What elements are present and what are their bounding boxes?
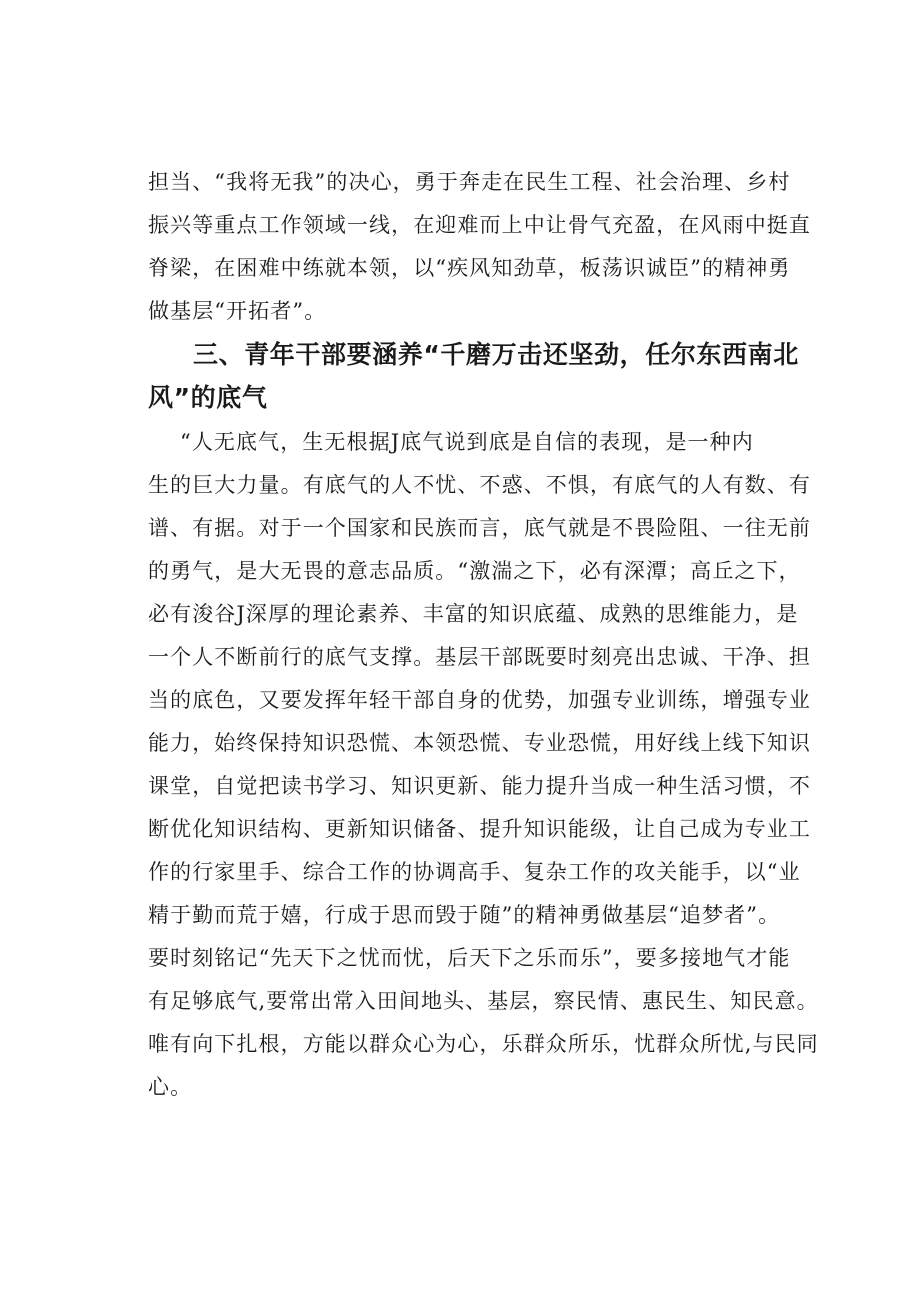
text-line: 唯有向下扎根，方能以群众心为心，乐群众所乐，忧群众所忧,与民同 bbox=[148, 1032, 819, 1056]
text-line: 的勇气，是大无畏的意志品质。“激湍之下，必有深潭；高丘之下， bbox=[148, 559, 801, 583]
text-line: 能力，始终保持知识恐慌、本领恐慌、专业恐慌，用好线上线下知识 bbox=[148, 731, 811, 755]
text-line: 谱、有据。对于一个国家和民族而言，底气就是不畏险阻、一往无前 bbox=[148, 516, 811, 540]
text-line: 担当、“我将无我”的决心，勇于奔走在民生工程、社会治理、乡村 bbox=[148, 170, 791, 194]
heading-line: 三、青年干部要涵养“千磨万击还坚劲，任尔东西南北 bbox=[193, 340, 799, 369]
text-line: 一个人不断前行的底气支撑。基层干部既要时刻亮出忠诚、干净、担 bbox=[148, 645, 811, 669]
text-line: 要时刻铭记“先天下之忧而忧，后天下之乐而乐”，要多接地气才能 bbox=[148, 946, 791, 970]
text-line: 课堂，自觉把读书学习、知识更新、能力提升当成一种生活习惯，不 bbox=[148, 774, 811, 798]
text-line: 精于勤而荒于嬉，行成于思而毁于随”的精神勇做基层“追梦者”。 bbox=[148, 903, 781, 927]
text-line: 必有浚谷J深厚的理论素养、丰富的知识底蕴、成熟的思维能力，是 bbox=[148, 602, 799, 626]
text-line: “人无底气，生无根据J底气说到底是自信的表现，是一种内 bbox=[180, 430, 754, 454]
text-line: 做基层“开拓者”。 bbox=[148, 299, 327, 323]
text-line: 当的底色，又要发挥年轻干部自身的优势，加强专业训练，增强专业 bbox=[148, 688, 811, 712]
text-line: 心。 bbox=[148, 1075, 193, 1099]
text-line: 断优化知识结构、更新知识储备、提升知识能级，让自己成为专业工 bbox=[148, 817, 811, 841]
text-line: 有足够底气,要常出常入田间地头、基层，察民情、惠民生、知民意。 bbox=[148, 989, 819, 1013]
heading-line: 风”的底气 bbox=[148, 383, 268, 412]
text-line: 作的行家里手、综合工作的协调高手、复杂工作的攻关能手，以“业 bbox=[148, 860, 801, 884]
text-line: 生的巨大力量。有底气的人不忧、不惑、不惧，有底气的人有数、有 bbox=[148, 473, 811, 497]
text-line: 振兴等重点工作领域一线，在迎难而上中让骨气充盈，在风雨中挺直 bbox=[148, 213, 811, 237]
text-line: 脊梁，在困难中练就本领，以“疾风知劲草，板荡识诚臣”的精神勇 bbox=[148, 256, 791, 280]
